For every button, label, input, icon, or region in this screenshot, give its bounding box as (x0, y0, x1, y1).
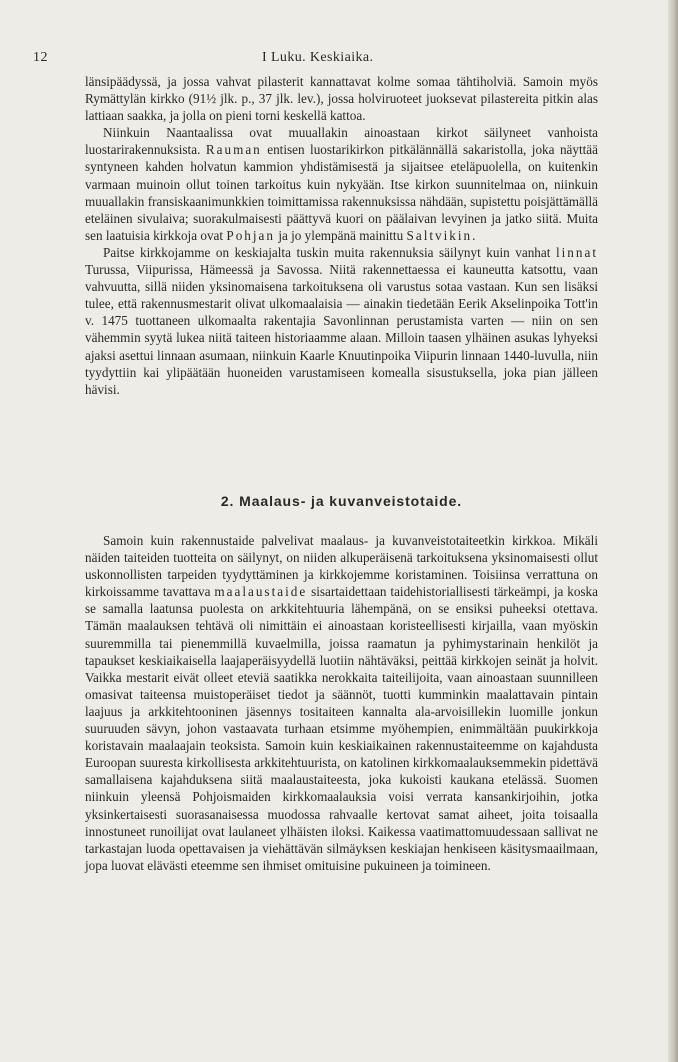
body-text-upper (85, 73, 598, 398)
paragraph-4-text-b: sisartaidettaan taidehistoriallisesti tärkeämpi, ja koska se samalla laatunsa puolesta on arkkitehtuuria lähempänä, on se ensiksi puheeksi otettava. Tämän maalauksen tehtävä oli nimittäin ei ainoastaan koristeellisesti kirjailla, vaan myöskin suuremmilla tai pienemmillä kuvaelmilla, joissa raamatun ja pyhimystarinain henkilöt ja tapaukset keskiaikaisella laajaperäisyydellä luotiin nähtäväksi, peittää kirkkojen seinät ja holvit. Vaikka mestarit eivät olleet eteviä saatikka nerokkaita taiteilijoita, vaan ainoastaan suunnilleen omasivat taiteensa muistoperäiset tiedot ja säännöt, tuotti kumminkin maalattavain pintain laajuus ja arkkitehtooninen jäsennys tositaiteen kannalta ala-arvoisillekin luomille jonkun suuruuden sävyn, johon vastaavata turhaan etsimme myöhempien, enimmältään puukirkkoja koristavain maalaajain teoksista. Samoin kuin keskiaikainen rakennustaiteemme on kajahdusta Euroopan suuresta kirkollisesta arkkitehtuurista, on katolinen kirkkomaalauksemmekin pidettävä samallaisena kajahduksena siitä maalaustaiteesta, joka kukoisti kaukana etelässä. Suomen niinkuin yleensä Pohjoismaiden kirkkomaalauksia voisi verrata kansankirjoihin, jotka yksinkertaisesti suorasanaisessa muodossa rahvaalle kertovat samat aiheet, joita toisaalla innostuneet runoilijat ovat laulaneet ylhäisten iloksi. Kaikessa vaatimattomuudessaan sallivat ne tarkastajan luoda opettavaisen ja viehättävän silmäyksen keskiajan henkiseen käsitysmaailmaan, jopa luovat elävästi eteemme sen ihmiset omituisine pukuineen ja toimineen. (85, 584, 598, 873)
emphasis-saltvikin: Saltvikin. (406, 227, 478, 243)
paragraph-4-text-a: Samoin kuin rakennustaide palvelivat maalaus- ja kuvanveistotaiteetkin kirkkoa. Mikäli näiden taiteiden tuotteita on säilynyt, on niiden alkuperäisenä tarkoituksena yksinomaisesti ollut uskonnollisten tarpeiden tyydyttäminen ja kirkkojemme koristaminen. Toisiinsa verrattuna on kirkoissamme tavattava (85, 533, 598, 600)
emphasis-maalaustaide: maalaustaide (214, 584, 308, 600)
page-number: 12 (33, 50, 48, 65)
paragraph-2-text-b: entisen luostarikirkon pitkälännällä sakaristolla, joka näyttää syntyneen kahden holvatun kammion yhdistämisestä ja sijaitsee eteläpuolella, on kuitenkin varmaan muinoin ollut toinen tarkoitus kuin nykyään. Itse kirkon suunnitelmaa on, niinkuin muuallakin fransiskaanimunkkien toimittamissa rakennuksissa nähdään, supistettu poisjättämällä eteläinen sivulaiva; suorakulmaisesti päättyvä kuori on päälaivan levyinen ja jatko siitä. Muita sen laatuisia kirkkoja ovat (85, 142, 599, 243)
paragraph-2-text-c: ja jo ylempänä mainittu (278, 227, 404, 243)
paragraph-1-text: länsipäädyssä, ja jossa vahvat pilasterit kannattavat kolme somaa tähtiholviä. Samoin myös Rymättylän kirkko (91½ jlk. p., 37 jlk. lev.), jossa holviruoteet juoksevat pilastereita pitkin alas lattiaan saakka, ja jolla on pieni torni keskellä kattoa. (85, 74, 598, 124)
paragraph-2 (85, 124, 598, 244)
paragraph-2-text-a: Niinkuin Naantaalissa ovat muuallakin ainoastaan kirkot säilyneet vanhoista luostarirakennuksista. (85, 125, 598, 158)
paragraph-4 (85, 532, 598, 874)
emphasis-rauman: Rauman (205, 142, 262, 158)
section-heading: 2. Maalaus- ja kuvanveistotaide. (220, 493, 463, 509)
body-text-lower (85, 532, 598, 874)
emphasis-pohjan: Pohjan (226, 227, 276, 243)
paragraph-1 (85, 73, 598, 124)
paragraph-3 (85, 244, 598, 398)
running-head: I Luku. Keskiaika. (262, 50, 374, 65)
paragraph-3-text-b: Turussa, Viipurissa, Hämeessä ja Savossa. Niitä rakennettaessa ei kauneutta katsottu, vaan vahvuutta, sillä niiden yksinomaisena tarkoituksena oli varustus sotaa vastaan. Kun sen lisäksi tulee, että rakennusmestarit olivat ulkomaalaisia — ainakin tiedetään Eerik Akselinpoika Tott'in v. 1475 tuottaneen ulkomaalta rakentajia Savonlinnan perustamista varten — niin on sen vähemmin syytä lukea niitä taiteen historiaamme alaan. Milloin taasen ylhäinen asukas lyhyeksi ajaksi asettui linnaan asumaan, niinkuin Kaarle Knuutinpoika Viipurin linnaan 1440-luvulla, niin tyydyttiin kai ylipäätään huoneiden varustamiseen komealla sisustuksella, joka pian jälleen hävisi. (85, 262, 598, 397)
emphasis-linnat: linnat (555, 244, 598, 260)
paragraph-3-text-a: Paitse kirkkojamme on keskiajalta tuskin muita rakennuksia säilynyt kuin vanhat (103, 244, 551, 260)
